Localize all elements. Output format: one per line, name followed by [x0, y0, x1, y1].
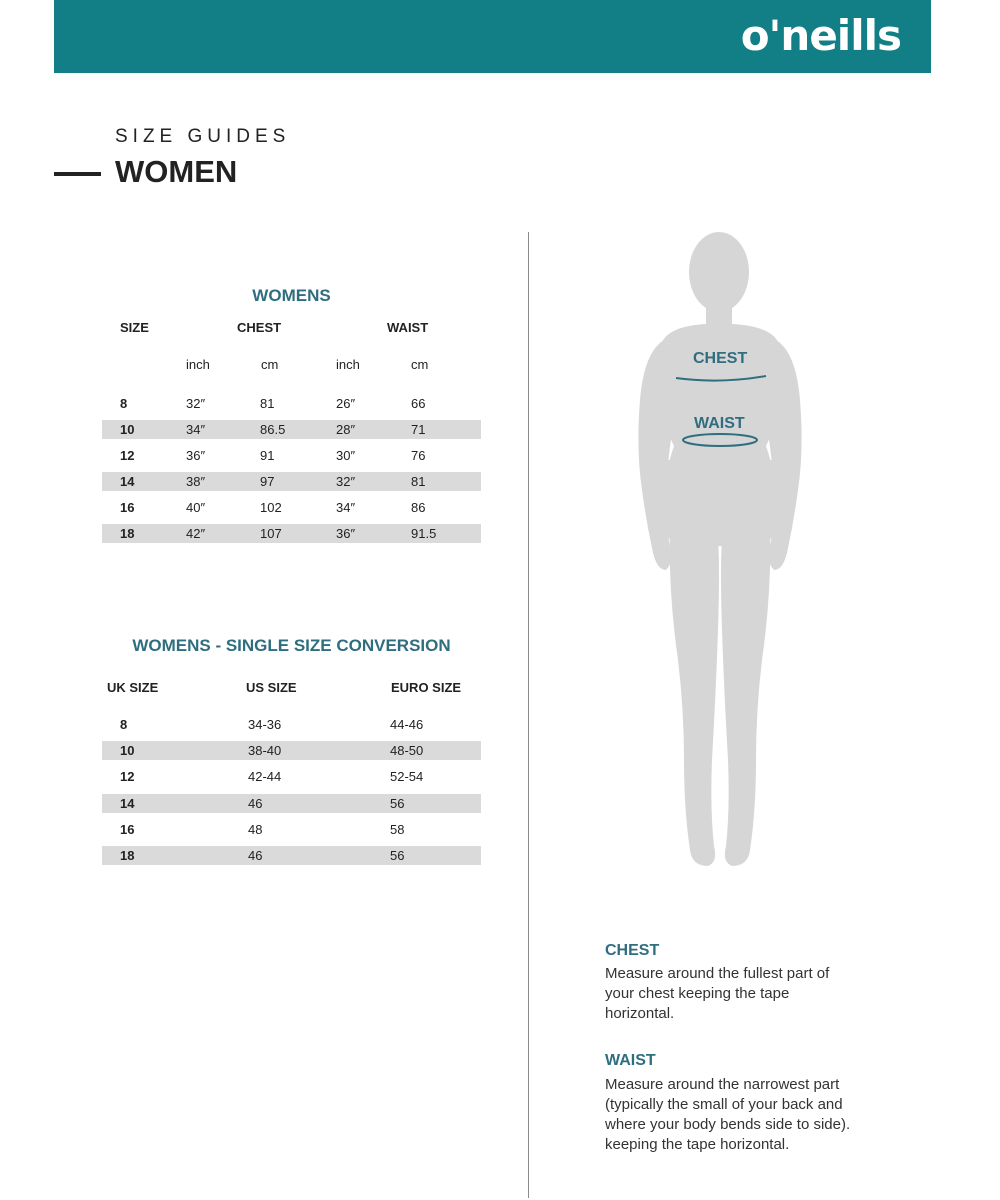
- cell-chest-cm: 107: [260, 526, 282, 541]
- cell-euro-size: 56: [390, 796, 405, 811]
- conversion-table-title: WOMENS - SINGLE SIZE CONVERSION: [132, 636, 451, 655]
- chest-note-text: [605, 964, 895, 1024]
- chest-note-line: horizontal.: [605, 1005, 675, 1022]
- cell-us-size: 34-36: [248, 717, 282, 732]
- cell-uk-size: 8: [120, 717, 128, 732]
- cell-waist-inch: 34″: [336, 500, 356, 515]
- table-row: [102, 767, 481, 786]
- cell-us-size: 38-40: [248, 743, 282, 758]
- cell-us-size: 46: [248, 848, 263, 863]
- cell-waist-cm: 91.5: [411, 526, 437, 541]
- cell-chest-inch: 40″: [186, 500, 206, 515]
- cell-chest-cm: 86.5: [260, 422, 286, 437]
- cell-euro-size: 56: [390, 848, 405, 863]
- table-row: [102, 498, 481, 517]
- cell-us-size: 42-44: [248, 769, 282, 784]
- cell-waist-cm: 76: [411, 448, 426, 463]
- cell-chest-inch: 42″: [186, 526, 206, 541]
- chest-note-title: CHEST: [605, 942, 660, 959]
- table-row: [102, 794, 481, 813]
- table-row: [102, 741, 481, 760]
- cell-waist-inch: 28″: [336, 422, 356, 437]
- title-dash: [54, 172, 101, 176]
- figure-waist-label: WAIST: [694, 415, 745, 432]
- header-uk-size: UK SIZE: [107, 680, 159, 695]
- table-row: [102, 715, 481, 734]
- cell-chest-cm: 91: [260, 448, 275, 463]
- cell-chest-inch: 34″: [186, 422, 206, 437]
- waist-note-title: WAIST: [605, 1052, 656, 1069]
- unit-waist-inch: inch: [336, 357, 360, 372]
- cell-chest-cm: 81: [260, 396, 275, 411]
- cell-chest-cm: 102: [260, 500, 282, 515]
- unit-chest-inch: inch: [186, 357, 210, 372]
- cell-size: 18: [120, 526, 135, 541]
- table-row: [102, 472, 481, 491]
- waist-note-line: (typically the small of your back and: [605, 1096, 843, 1113]
- body-silhouette-figure: [600, 230, 840, 870]
- cell-euro-size: 48-50: [390, 743, 424, 758]
- header-banner: [54, 0, 931, 73]
- waist-note-text: [605, 1075, 895, 1155]
- cell-uk-size: 16: [120, 822, 135, 837]
- cell-uk-size: 10: [120, 743, 135, 758]
- table-row: [102, 524, 481, 543]
- cell-euro-size: 58: [390, 822, 405, 837]
- column-divider: [528, 232, 529, 1198]
- header-chest: CHEST: [237, 320, 282, 335]
- cell-size: 8: [120, 396, 128, 411]
- brand-logo[interactable]: o'neills: [740, 11, 901, 60]
- cell-us-size: 46: [248, 796, 263, 811]
- table-row: [102, 820, 481, 839]
- cell-waist-cm: 86: [411, 500, 426, 515]
- cell-waist-cm: 71: [411, 422, 426, 437]
- cell-chest-inch: 36″: [186, 448, 206, 463]
- cell-us-size: 48: [248, 822, 263, 837]
- cell-size: 16: [120, 500, 135, 515]
- waist-note-line: where your body bends side to side).: [605, 1116, 851, 1133]
- header-size: SIZE: [120, 320, 149, 335]
- cell-waist-inch: 36″: [336, 526, 356, 541]
- cell-waist-cm: 81: [411, 474, 426, 489]
- page-title: WOMEN: [115, 154, 238, 189]
- figure-chest-label: CHEST: [693, 350, 748, 367]
- cell-chest-inch: 38″: [186, 474, 206, 489]
- cell-uk-size: 18: [120, 848, 135, 863]
- cell-uk-size: 12: [120, 769, 135, 784]
- cell-waist-inch: 30″: [336, 448, 356, 463]
- cell-waist-inch: 26″: [336, 396, 356, 411]
- table-row: [102, 394, 481, 413]
- chest-note-line: Measure around the fullest part of: [605, 965, 830, 982]
- unit-waist-cm: cm: [411, 357, 429, 372]
- unit-chest-cm: cm: [261, 357, 279, 372]
- cell-waist-cm: 66: [411, 396, 426, 411]
- cell-size: 14: [120, 474, 135, 489]
- womens-table-title: WOMENS: [252, 286, 331, 305]
- header-euro-size: EURO SIZE: [391, 680, 462, 695]
- header-us-size: US SIZE: [246, 680, 297, 695]
- cell-waist-inch: 32″: [336, 474, 356, 489]
- cell-size: 10: [120, 422, 135, 437]
- cell-chest-cm: 97: [260, 474, 275, 489]
- table-row: [102, 420, 481, 439]
- cell-chest-inch: 32″: [186, 396, 206, 411]
- cell-euro-size: 44-46: [390, 717, 424, 732]
- cell-size: 12: [120, 448, 135, 463]
- cell-euro-size: 52-54: [390, 769, 424, 784]
- table-row: [102, 446, 481, 465]
- table-row: [102, 846, 481, 865]
- cell-uk-size: 14: [120, 796, 135, 811]
- section-kicker: SIZE GUIDES: [115, 126, 291, 147]
- woman-silhouette-icon: [600, 230, 840, 870]
- header-waist: WAIST: [387, 320, 429, 335]
- waist-note-line: Measure around the narrowest part: [605, 1076, 840, 1093]
- waist-note-line: keeping the tape horizontal.: [605, 1136, 790, 1153]
- chest-note-line: your chest keeping the tape: [605, 985, 790, 1002]
